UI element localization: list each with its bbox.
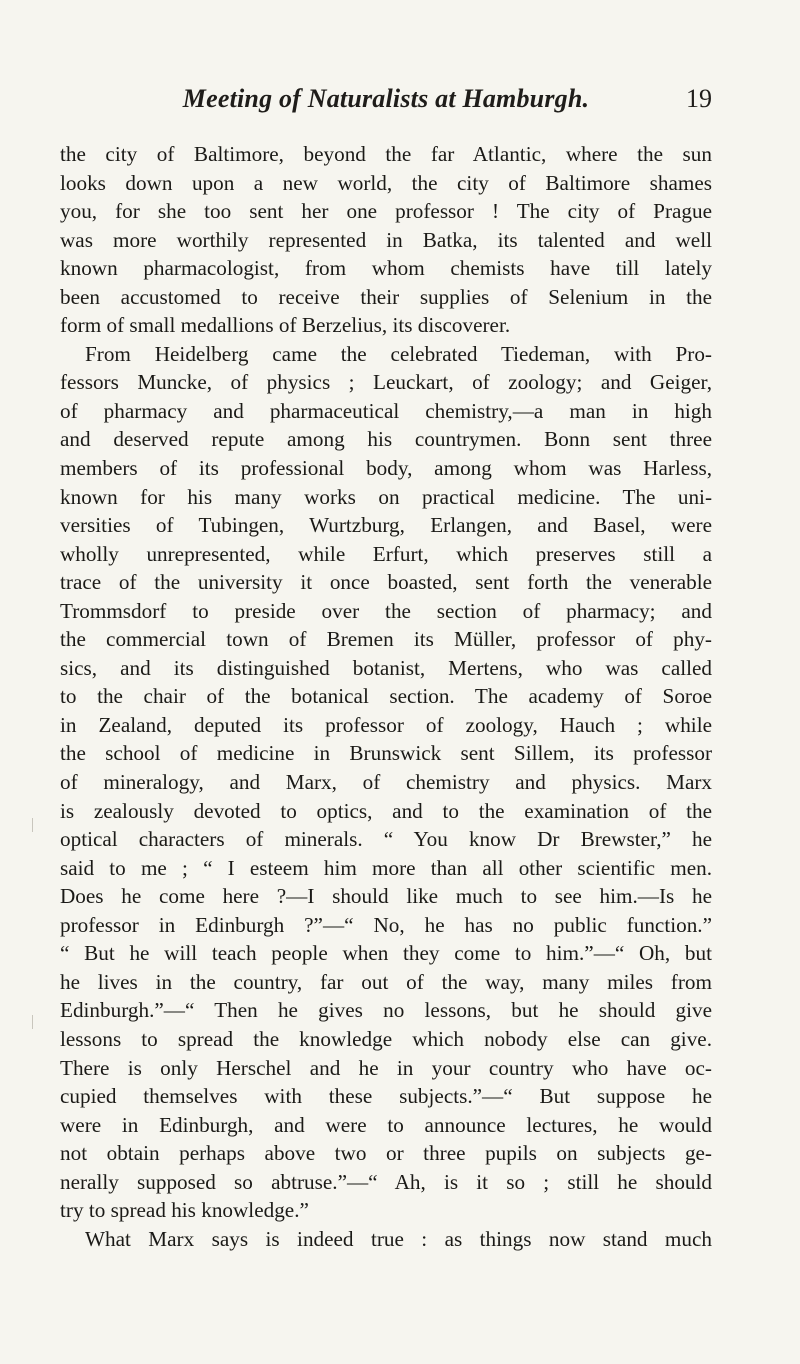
text-line: wholly unrepresented, while Erfurt, which preserves still a [60,541,712,566]
text-line: is zealously devoted to optics, and to the examination of the [60,798,712,823]
text-line: fessors Muncke, of physics ; Leuckart, of zoology; and Geiger, [60,370,712,395]
text-line: the commercial town of Bremen its Müller, professor of phy- [60,627,712,652]
text-line: try to spread his knowledge.” [60,1198,309,1223]
text-line: lessons to spread the knowledge which nobody else can give. [60,1026,712,1051]
text-line: members of its professional body, among whom was Harless, [60,456,712,481]
text-line: sics, and its distinguished botanist, Mertens, who was called [60,655,712,680]
text-line: was more worthily represented in Batka, its talented and well [60,227,712,252]
text-line: form of small medallions of Berzelius, its discoverer. [60,313,511,338]
text-line: were in Edinburgh, and were to announce lectures, he would [60,1112,712,1137]
text-line: in Zealand, deputed its professor of zoology, Hauch ; while [60,712,712,737]
text-line: said to me ; “ I esteem him more than all other scientific men. [60,855,712,880]
text-line: cupied themselves with these subjects.”—“ But suppose he [60,1084,712,1109]
text-line: the city of Baltimore, beyond the far Atlantic, where the sun [60,142,712,166]
text-line: Edinburgh.”—“ Then he gives no lessons, but he should give [60,998,712,1023]
text-line: he lives in the country, far out of the way, many miles from [60,969,712,994]
text-line: professor in Edinburgh ?”—“ No, he has no public function.” [60,912,712,937]
text-line: versities of Tubingen, Wurtzburg, Erlangen, and Basel, were [60,513,712,538]
text-line: There is only Herschel and he in your country who have oc- [60,1055,712,1080]
text-line: been accustomed to receive their supplies of Selenium in the [60,284,712,309]
text-line: known for his many works on practical medicine. The uni- [60,484,712,509]
text-line: and deserved repute among his countrymen. Bonn sent three [60,427,712,452]
text-line: the school of medicine in Brunswick sent Sillem, its professor [60,741,712,766]
text-line: What Marx says is indeed true : as things now stand much [85,1226,712,1251]
margin-mark [32,1015,38,1029]
text-line: known pharmacologist, from whom chemists have till lately [60,256,712,281]
text-line: optical characters of minerals. “ You know Dr Brewster,” he [60,827,712,852]
text-line: “ But he will teach people when they come to him.”—“ Oh, but [60,941,712,966]
running-head [60,84,712,120]
margin-mark [32,818,38,832]
text-line: looks down upon a new world, the city of Baltimore shames [60,170,712,195]
text-line: not obtain perhaps above two or three pupils on subjects ge- [60,1141,712,1166]
text-line: Trommsdorf to preside over the section of pharmacy; and [60,598,712,623]
text-line: nerally supposed so abtruse.”—“ Ah, is it so ; still he should [60,1169,712,1194]
page-number: 19 [686,84,712,113]
body-text [60,140,712,1253]
text-line: Does he come here ?—I should like much to see him.—Is he [60,884,712,909]
running-title: Meeting of Naturalists at Hamburgh. [182,84,590,113]
text-line: you, for she too sent her one professor ! The city of Prague [60,199,712,224]
text-line: From Heidelberg came the celebrated Tiedeman, with Pro- [85,341,712,366]
text-line: to the chair of the botanical section. The academy of Soroe [60,684,712,709]
text-line: of mineralogy, and Marx, of chemistry and physics. Marx [60,770,712,795]
text-line: of pharmacy and pharmaceutical chemistry,—a man in high [60,398,712,423]
text-line: trace of the university it once boasted, sent forth the venerable [60,570,712,595]
